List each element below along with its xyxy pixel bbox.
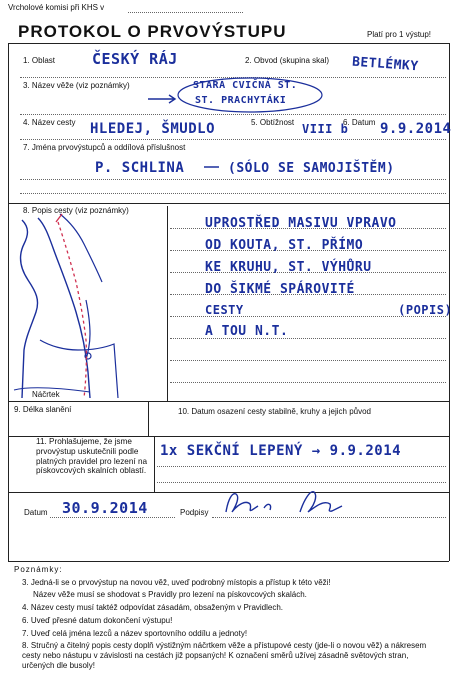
date-value: 30.9.2014 (62, 499, 148, 517)
note-7: 7. Uveď celá jména lezců a název sportovního oddílu a jednoty! (22, 629, 248, 638)
field-2-label: 2. Obvod (skupina skal) (245, 56, 330, 65)
description-line-4: DO ŠIKMÉ SPÁROVITÉ (205, 282, 355, 297)
field-5-label: 5. Obtížnost (251, 118, 295, 127)
field-4-label: 4. Název cesty (23, 118, 76, 127)
field-6-value: 9.9.2014 (380, 121, 452, 137)
field-4-value: HLEDEJ, ŠMUDLO (90, 121, 216, 137)
note-8: 8. Stručný a čitelný popis cesty doplň výstižným náčrtkem věže a přístupové cesty (jde-li o novou věž) a nákresem cesty nebo nástupu v závislosti na cestách již popsaných! K označení směrů užívej zásadně světových stran, určených dle busoly! (22, 641, 427, 670)
field-8-label: 8. Popis cesty (viz poznámky) (23, 206, 129, 215)
form-frame-bottom (8, 561, 449, 562)
field-10-value: 1x SEKČNÍ LEPENÝ → 9.9.2014 (160, 443, 402, 459)
signatures-label: Podpisy (180, 508, 209, 517)
protocol-title: PROTOKOL O PRVOVÝSTUPU (18, 22, 287, 41)
description-line-6: A TOU N.T. (205, 324, 289, 339)
field-6-label: 6. Datum (343, 118, 376, 127)
note-3-cont: Název věže musí se shodovat s Pravidly pro lezení na pískovcových skalách. (33, 590, 307, 599)
note-3: 3. Jedná-li se o prvovýstup na novou věž, uveď podrobný místopis a přístup k této věži! (22, 578, 331, 587)
field-3-value-line2: ST. PRACHYTÁKI (195, 95, 287, 106)
notes-heading: Poznámky: (14, 565, 63, 574)
field-7-note: (SÓLO SE SAMOJIŠTĚM) (228, 161, 395, 176)
field-1-label: 1. Oblast (23, 56, 56, 65)
field-2-value: BETLÉMKY (351, 54, 420, 75)
field-9-label: 9. Délka slanění (14, 405, 72, 414)
field-10-label: 10. Datum osazení cesty stabilně, kruhy a jejich původ (178, 407, 371, 416)
description-line-5: CESTY (POPIS) (205, 303, 453, 317)
field-5-value: VIII b (302, 122, 349, 136)
note-4: 4. Název cesty musí taktéž odpovídat zásadám, obsaženým v Pravidlech. (22, 603, 284, 612)
field-7-label: 7. Jména prvovýstupců a oddílová příslušnost (23, 143, 186, 152)
description-line-3: KE KRUHU, ST. VÝHŮRU (205, 260, 372, 275)
field-11-declaration: 11. Prohlašujeme, že jsme prvovýstup uskutečnili podle platných pravidel pro lezení na pískovcových skalních oblastí. (36, 437, 148, 476)
header-top-text: Vrcholové komisi při KHS v (8, 3, 105, 12)
description-line-1: UPROSTŘED MASIVU VPRAVO (205, 216, 397, 231)
valid-note: Platí pro 1 výstup! (367, 30, 432, 39)
date-label: Datum (24, 508, 48, 517)
note-6: 6. Uveď přesné datum dokončení výstupu! (22, 616, 173, 625)
field-3-value-line1: STARÁ CVIČNÁ ST. (193, 80, 298, 91)
sketch-label: Náčrtek (32, 390, 60, 399)
field-7-name: P. SCHLINA (95, 160, 185, 176)
description-line-2: OD KOUTA, ST. PŘÍMO (205, 238, 364, 253)
field-1-value: ČESKÝ RÁJ (92, 50, 178, 68)
field-3-label: 3. Název věže (viz poznámky) (23, 81, 130, 90)
